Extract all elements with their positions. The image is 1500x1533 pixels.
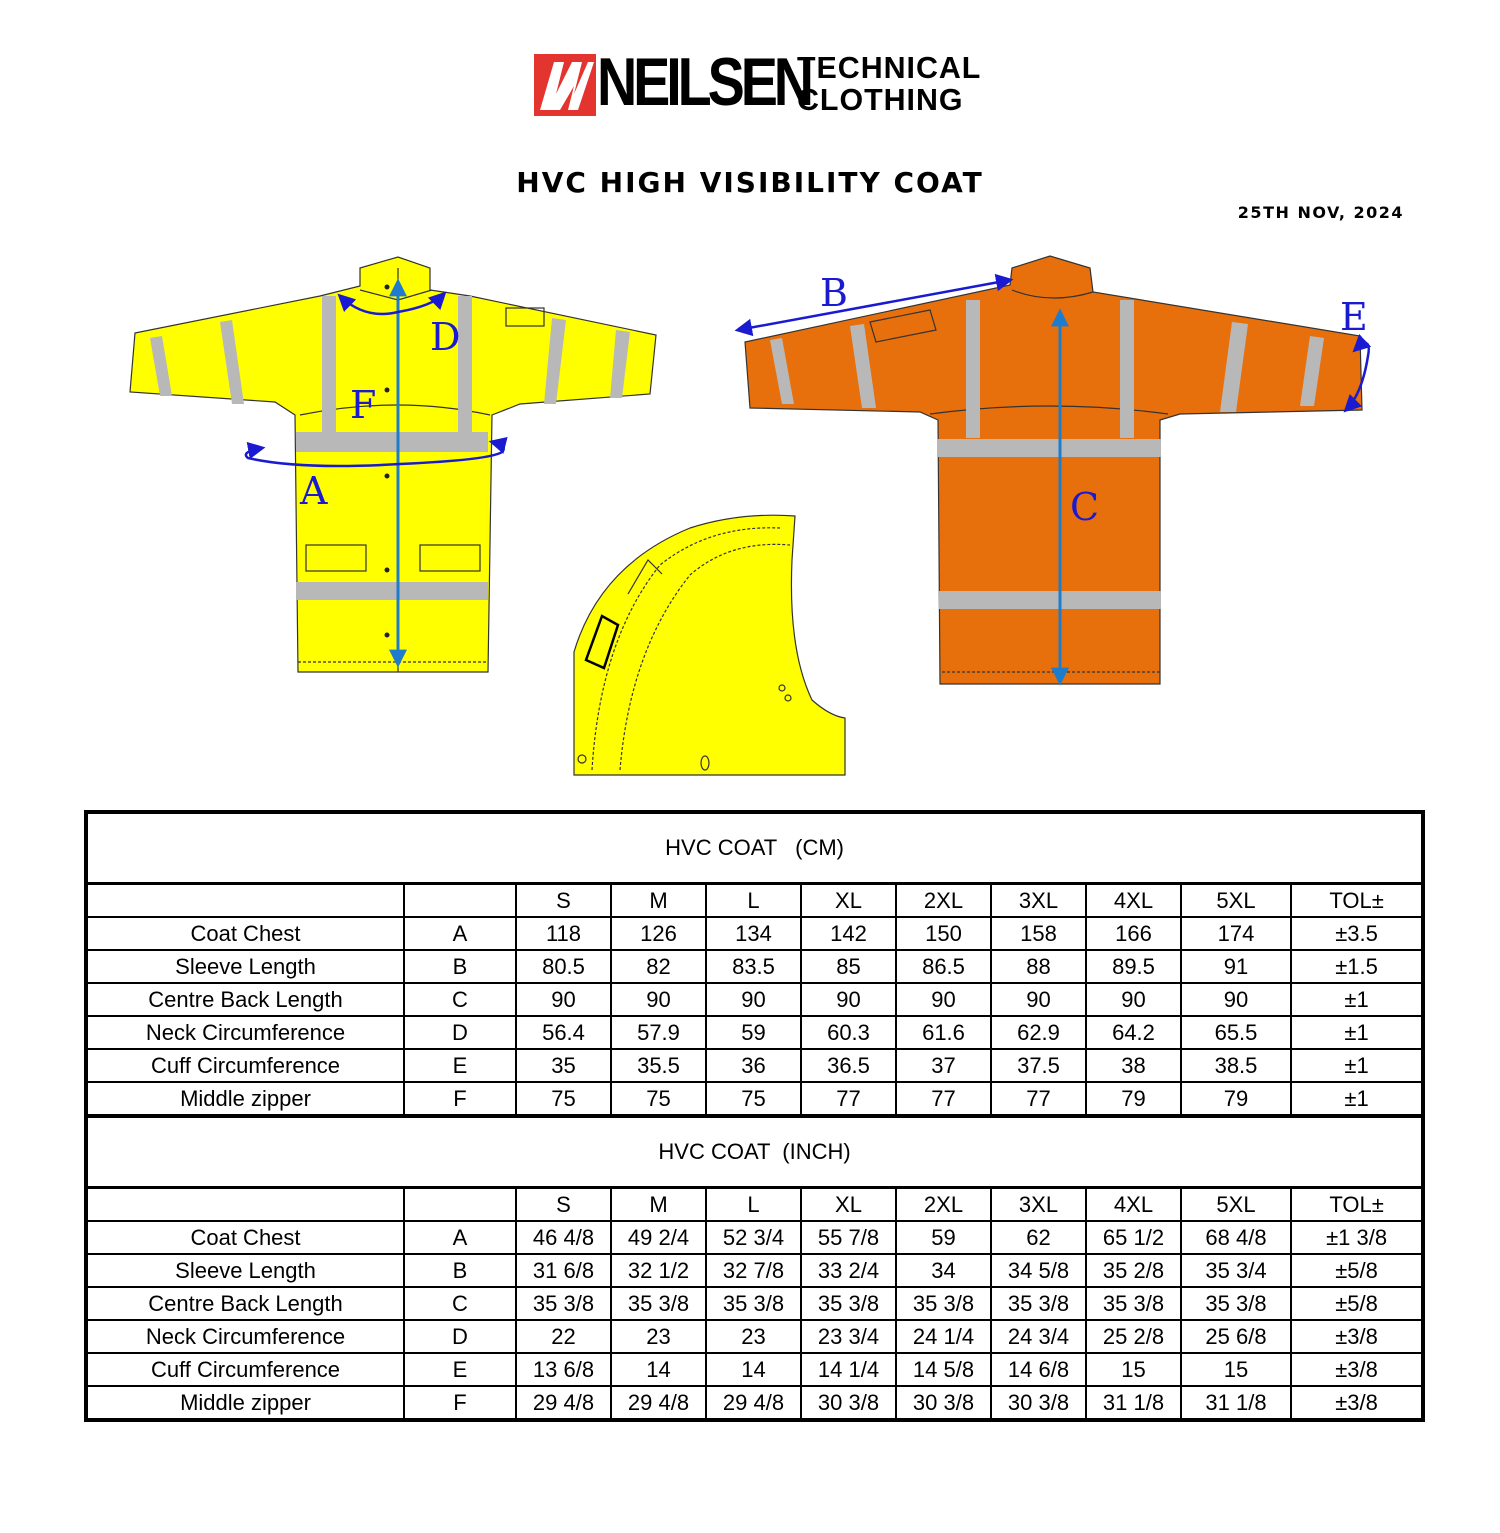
document-date: 25TH NOV, 2024 (1237, 203, 1404, 222)
table-cell: 37.5 (991, 1049, 1086, 1082)
table-cell: 59 (706, 1016, 801, 1049)
table-cell: 31 1/8 (1086, 1386, 1181, 1420)
table-cell: ±1 3/8 (1291, 1221, 1423, 1254)
table-cell: ±1 (1291, 1016, 1423, 1049)
header-cell: TOL± (1291, 1188, 1423, 1222)
table-cell: 33 2/4 (801, 1254, 896, 1287)
table-cell: 14 (611, 1353, 706, 1386)
table-row (86, 1320, 1423, 1353)
brand-line-1: TECHNICAL (797, 50, 982, 85)
table-row (86, 1254, 1423, 1287)
header-cell: TOL± (1291, 884, 1423, 918)
table-cell: 118 (516, 917, 611, 950)
header-cell: 5XL (1181, 1188, 1291, 1222)
table-cell: 90 (1086, 983, 1181, 1016)
table-cell: 55 7/8 (801, 1221, 896, 1254)
table-cell: 14 (706, 1353, 801, 1386)
table-cell: 30 3/8 (801, 1386, 896, 1420)
label-d: D (430, 315, 461, 359)
measurement-code: F (404, 1082, 516, 1116)
table-cell: 14 6/8 (991, 1353, 1086, 1386)
table-row (86, 1082, 1423, 1116)
table-caption: HVC COAT (CM) (86, 812, 1423, 884)
measurement-name: Coat Chest (86, 1221, 404, 1254)
table-cell: 90 (611, 983, 706, 1016)
table-cell: 30 3/8 (991, 1386, 1086, 1420)
table-cell: 35 2/8 (1086, 1254, 1181, 1287)
measurement-name: Centre Back Length (86, 983, 404, 1016)
table-cell: 77 (991, 1082, 1086, 1116)
table-cell: 38.5 (1181, 1049, 1291, 1082)
table-cell: ±1 (1291, 1049, 1423, 1082)
table-cell: ±1.5 (1291, 950, 1423, 983)
table-cell: 80.5 (516, 950, 611, 983)
measurement-code: D (404, 1320, 516, 1353)
table-row (86, 1049, 1423, 1082)
table-cell: 35 3/8 (1181, 1287, 1291, 1320)
table-cell: 89.5 (1086, 950, 1181, 983)
table-cell: 75 (611, 1082, 706, 1116)
table-cell: 56.4 (516, 1016, 611, 1049)
brand-name: NEILSEN (597, 44, 810, 120)
label-a: A (300, 469, 328, 513)
label-f: F (350, 383, 377, 427)
table-cell: ±3/8 (1291, 1353, 1423, 1386)
table-cell: 31 6/8 (516, 1254, 611, 1287)
table-cell: 15 (1086, 1353, 1181, 1386)
measurement-name: Coat Chest (86, 917, 404, 950)
label-e: E (1340, 295, 1368, 339)
table-cell: 13 6/8 (516, 1353, 611, 1386)
table-cell: 34 5/8 (991, 1254, 1086, 1287)
table-caption-row (86, 812, 1423, 884)
table-cell: ±3/8 (1291, 1386, 1423, 1420)
measurement-code: A (404, 917, 516, 950)
table-cell: 82 (611, 950, 706, 983)
header-cell (86, 1188, 404, 1222)
header-cell (404, 884, 516, 918)
table-cell: 35 3/8 (516, 1287, 611, 1320)
table-cell: 90 (801, 983, 896, 1016)
measurement-code: A (404, 1221, 516, 1254)
header-cell: 4XL (1086, 884, 1181, 918)
table-cell: 77 (896, 1082, 991, 1116)
table-header-row (86, 884, 1423, 918)
coat-technical-drawing (0, 240, 1500, 790)
measurement-code: B (404, 1254, 516, 1287)
brand-mark-icon (534, 54, 596, 116)
table-cell: 35 3/8 (896, 1287, 991, 1320)
table-cell: ±3/8 (1291, 1320, 1423, 1353)
header-cell: 2XL (896, 1188, 991, 1222)
table-cell: 31 1/8 (1181, 1386, 1291, 1420)
table-caption: HVC COAT (INCH) (86, 1116, 1423, 1188)
table-cell: 150 (896, 917, 991, 950)
table-cell: 91 (1181, 950, 1291, 983)
table-cell: 22 (516, 1320, 611, 1353)
table-cell: 64.2 (1086, 1016, 1181, 1049)
measurement-name: Neck Circumference (86, 1016, 404, 1049)
header-cell: XL (801, 884, 896, 918)
header-cell (86, 884, 404, 918)
measurement-code: B (404, 950, 516, 983)
table-cell: 52 3/4 (706, 1221, 801, 1254)
table-cell: 25 6/8 (1181, 1320, 1291, 1353)
table-cell: 36 (706, 1049, 801, 1082)
header-cell: 3XL (991, 884, 1086, 918)
table-row (86, 1221, 1423, 1254)
measurement-code: D (404, 1016, 516, 1049)
table-cell: 79 (1181, 1082, 1291, 1116)
measurement-code: C (404, 983, 516, 1016)
table-cell: 24 1/4 (896, 1320, 991, 1353)
measurement-code: F (404, 1386, 516, 1420)
table-cell: 32 7/8 (706, 1254, 801, 1287)
table-cell: 57.9 (611, 1016, 706, 1049)
measurement-name: Sleeve Length (86, 950, 404, 983)
table-cell: 38 (1086, 1049, 1181, 1082)
table-cell: 15 (1181, 1353, 1291, 1386)
table-cell: 90 (516, 983, 611, 1016)
measurement-name: Middle zipper (86, 1386, 404, 1420)
table-cell: 35 3/8 (801, 1287, 896, 1320)
table-row (86, 1353, 1423, 1386)
header-cell: 5XL (1181, 884, 1291, 918)
measurement-name: Cuff Circumference (86, 1049, 404, 1082)
table-row (86, 950, 1423, 983)
header-cell: 4XL (1086, 1188, 1181, 1222)
table-row (86, 983, 1423, 1016)
table-cell: 23 (706, 1320, 801, 1353)
table-cell: 14 1/4 (801, 1353, 896, 1386)
measurement-name: Neck Circumference (86, 1320, 404, 1353)
table-cell: 88 (991, 950, 1086, 983)
header-cell: XL (801, 1188, 896, 1222)
table-cell: ±1 (1291, 983, 1423, 1016)
table-cell: ±5/8 (1291, 1287, 1423, 1320)
table-cell: 134 (706, 917, 801, 950)
table-cell: 83.5 (706, 950, 801, 983)
table-cell: 35 3/4 (1181, 1254, 1291, 1287)
table-cell: 62 (991, 1221, 1086, 1254)
table-cell: 14 5/8 (896, 1353, 991, 1386)
table-cell: 75 (706, 1082, 801, 1116)
measurement-code: C (404, 1287, 516, 1320)
table-cell: 35.5 (611, 1049, 706, 1082)
label-b: B (820, 271, 848, 315)
table-cell: 35 3/8 (611, 1287, 706, 1320)
table-cell: 90 (991, 983, 1086, 1016)
table-cell: 62.9 (991, 1016, 1086, 1049)
table-cell: 79 (1086, 1082, 1181, 1116)
table-header-row (86, 1188, 1423, 1222)
table-cell: 34 (896, 1254, 991, 1287)
table-cell: 65 1/2 (1086, 1221, 1181, 1254)
table-cell: 59 (896, 1221, 991, 1254)
table-caption-row (86, 1116, 1423, 1188)
table-cell: 126 (611, 917, 706, 950)
brand-line-2: CLOTHING (797, 82, 964, 117)
measurement-code: E (404, 1353, 516, 1386)
table-cell: 60.3 (801, 1016, 896, 1049)
table-cell: 36.5 (801, 1049, 896, 1082)
table-cell: 32 1/2 (611, 1254, 706, 1287)
size-chart-table (84, 810, 1425, 1422)
table-cell: 174 (1181, 917, 1291, 950)
back-coat (745, 256, 1362, 684)
table-row (86, 1016, 1423, 1049)
table-cell: 24 3/4 (991, 1320, 1086, 1353)
table-cell: 29 4/8 (706, 1386, 801, 1420)
table-cell: 23 (611, 1320, 706, 1353)
table-cell: ±5/8 (1291, 1254, 1423, 1287)
table-cell: 86.5 (896, 950, 991, 983)
table-cell: 23 3/4 (801, 1320, 896, 1353)
table-cell: 90 (1181, 983, 1291, 1016)
table-cell: 49 2/4 (611, 1221, 706, 1254)
table-cell: 46 4/8 (516, 1221, 611, 1254)
header-cell: S (516, 1188, 611, 1222)
measurement-name: Centre Back Length (86, 1287, 404, 1320)
header-cell: L (706, 1188, 801, 1222)
table-cell: 35 3/8 (991, 1287, 1086, 1320)
header-cell: S (516, 884, 611, 918)
table-cell: 25 2/8 (1086, 1320, 1181, 1353)
table-cell: 61.6 (896, 1016, 991, 1049)
label-c: C (1070, 485, 1100, 529)
table-cell: 85 (801, 950, 896, 983)
measurement-code: E (404, 1049, 516, 1082)
table-cell: 68 4/8 (1181, 1221, 1291, 1254)
header-cell: L (706, 884, 801, 918)
table-cell: 35 3/8 (706, 1287, 801, 1320)
table-cell: ±1 (1291, 1082, 1423, 1116)
table-row (86, 1386, 1423, 1420)
table-cell: 35 3/8 (1086, 1287, 1181, 1320)
table-row (86, 917, 1423, 950)
table-cell: 65.5 (1181, 1016, 1291, 1049)
measurement-name: Cuff Circumference (86, 1353, 404, 1386)
document-title: HVC HIGH VISIBILITY COAT (516, 166, 984, 199)
table-cell: 166 (1086, 917, 1181, 950)
header-cell (404, 1188, 516, 1222)
table-cell: 90 (896, 983, 991, 1016)
table-cell: 37 (896, 1049, 991, 1082)
hood-detail (574, 515, 845, 775)
table-cell: 30 3/8 (896, 1386, 991, 1420)
header-cell: M (611, 1188, 706, 1222)
table-cell: 142 (801, 917, 896, 950)
measurement-name: Sleeve Length (86, 1254, 404, 1287)
table-cell: 29 4/8 (611, 1386, 706, 1420)
header-cell: 3XL (991, 1188, 1086, 1222)
brand-logo (534, 44, 982, 120)
table-cell: ±3.5 (1291, 917, 1423, 950)
measurement-name: Middle zipper (86, 1082, 404, 1116)
table-cell: 158 (991, 917, 1086, 950)
header-cell: M (611, 884, 706, 918)
table-cell: 29 4/8 (516, 1386, 611, 1420)
table-cell: 77 (801, 1082, 896, 1116)
table-cell: 35 (516, 1049, 611, 1082)
header-cell: 2XL (896, 884, 991, 918)
table-cell: 90 (706, 983, 801, 1016)
table-row (86, 1287, 1423, 1320)
table-cell: 75 (516, 1082, 611, 1116)
